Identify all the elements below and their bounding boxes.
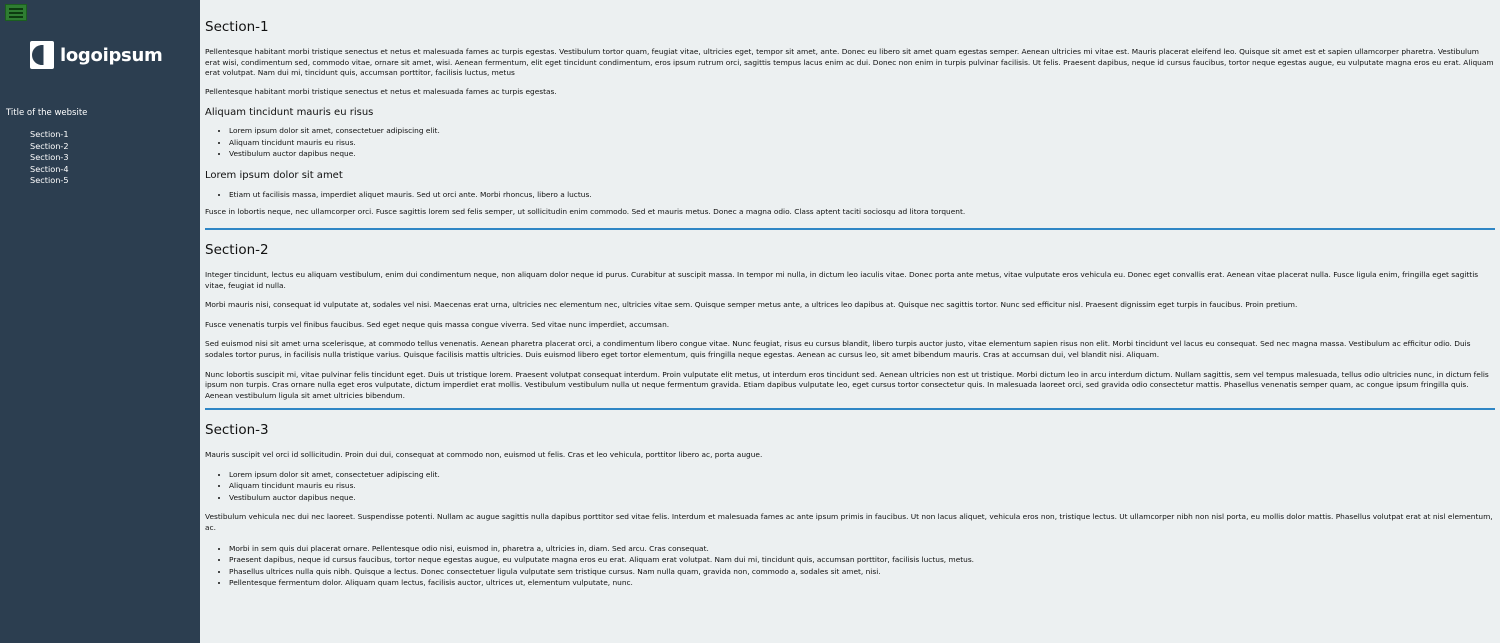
section-2-title: Section-2	[205, 241, 269, 258]
section-3-paragraph: Mauris suscipit vel orci id sollicitudin. Proin dui dui, consequat at commodo non, euismod ut felis. Cras et leo vehicula, porttitor libero ac, porta augue.	[205, 450, 763, 460]
list-item: • Lorem ipsum dolor sit amet, consectetuer adipiscing elit.	[229, 469, 1495, 481]
sidebar-item-section-4[interactable]: Section-4	[30, 163, 69, 174]
section-divider	[205, 408, 1495, 410]
logo-icon	[30, 41, 54, 69]
section-2-paragraph: Morbi mauris nisi, consequat id vulputate at, sodales vel nisi. Maecenas erat urna, ultricies nec elementum nec, ultricies vitae sem. Quisque semper metus ante, a ultrices leo dapibus at. Quisque nec sagittis tortor. Nunc sed efficitur nisl. Praesent dignissim eget turpis in faucibus. Proin pretium.	[205, 300, 1298, 310]
list-item: • Morbi in sem quis dui placerat ornare. Pellentesque odio nisi, euismod in, pharetra a, ultricies in, diam. Sed arcu. Cras consequat.	[229, 543, 1495, 555]
section-divider	[205, 228, 1495, 230]
sidebar-nav	[30, 129, 69, 187]
list-item: • Phasellus ultrices nulla quis nibh. Quisque a lectus. Donec consectetuer ligula vulputate sem tristique cursus. Nam nulla quam, gravida non, commodo a, sodales sit amet, nisi.	[229, 566, 1495, 578]
section-1-list	[205, 125, 1495, 160]
section-2-paragraph: Fusce venenatis turpis vel finibus faucibus. Sed eget neque quis massa congue viverra. Sed vitae nunc imperdiet, accumsan.	[205, 319, 670, 329]
section-1-paragraph: Fusce in lobortis neque, nec ullamcorper orci. Fusce sagittis lorem sed felis semper, ut sollicitudin enim commodo. Sed et mauris metus. Donec a magna odio. Class aptent taciti sociosqu ad litora torquent.	[205, 207, 966, 217]
list-item: • Aliquam tincidunt mauris eu risus.	[229, 137, 1495, 149]
list-item: • Etiam ut facilisis massa, imperdiet aliquet mauris. Sed ut orci ante. Morbi rhoncus, libero a luctus.	[229, 189, 1495, 201]
section-2-paragraph: Integer tincidunt, lectus eu aliquam vestibulum, enim dui condimentum neque, non aliquam dolor neque id purus. Curabitur at suscipit massa. In tempor mi nulla, in dictum leo iaculis vitae. Donec porta ante metus, vitae vulputate eros vehicula eu. Donec eget convallis erat. Aenean vitae placerat nulla. Fusce ligula enim, fringilla eget sagittis vitae, feugiat id nulla.	[205, 269, 1479, 290]
list-item: • Praesent dapibus, neque id cursus faucibus, tortor neque egestas augue, eu vulputate magna eros eu erat. Aliquam erat volutpat. Nam dui mi, tincidunt quis, accumsan porttitor, facilisis luctus, metus.	[229, 554, 1495, 566]
section-1-list	[205, 189, 1495, 201]
section-1-subheading: Aliquam tincidunt mauris eu risus	[205, 107, 374, 119]
sidebar-item-section-2[interactable]: Section-2	[30, 140, 69, 151]
list-item: • Lorem ipsum dolor sit amet, consectetuer adipiscing elit.	[229, 125, 1495, 137]
section-3	[205, 422, 1495, 588]
section-2-paragraph: Sed euismod nisi sit amet urna scelerisque, at commodo tellus venenatis. Aenean pharetra placerat orci, a condimentum libero congue vitae. Nunc feugiat, risus eu cursus blandit, libero turpis auctor justo, vitae elementum sapien risus non elit. Morbi tincidunt vel lacus eu consequat. Sed nec magna massa. Vestibulum ac efficitur odio. Duis sodales tortor purus, in facilisis nulla tristique varius. Quisque facilisis mattis ultricies. Duis euismod libero eget tortor elementum, quis fringilla neque egestas. Aenean ac cursus leo, sit amet bibendum mauris. Cras at accumsan dui, vel blandit nisi. Aliquam.	[205, 339, 1471, 359]
sidebar-item-section-3[interactable]: Section-3	[30, 152, 69, 163]
section-3-list	[205, 543, 1495, 589]
section-1-paragraph: Pellentesque habitant morbi tristique senectus et netus et malesuada fames ac turpis egestas. Vestibulum tortor quam, feugiat vitae, ultricies eget, tempor sit amet, ante. Donec eu libero sit amet quam egestas semper. Aenean ultricies mi vitae est. Mauris placerat eleifend leo. Quisque sit amet est et sapien ullamcorper pharetra. Vestibulum erat wisi, condimentum sed, commodo vitae, ornare sit amet, wisi. Aenean fermentum, elit eget tincidunt condimentum, eros ipsum rutrum orci, sagittis tempus lacus enim ac dui. Donec non enim in turpis pulvinar facilisis. Ut felis. Praesent dapibus, neque id cursus faucibus, tortor neque egestas augue, eu vulputate magna eros eu erat. Aliquam erat volutpat. Nam dui mi, tincidunt quis, accumsan porttitor, facilisis luctus, metus	[205, 47, 1494, 78]
logo[interactable]	[30, 41, 162, 69]
logo-text: logoipsum	[60, 44, 163, 66]
list-item: • Vestibulum auctor dapibus neque.	[229, 148, 1495, 160]
sidebar	[0, 0, 200, 643]
list-item: • Aliquam tincidunt mauris eu risus.	[229, 480, 1495, 492]
list-item: • Pellentesque fermentum dolor. Aliquam quam lectus, facilisis auctor, ultrices ut, elementum vulputate, nunc.	[229, 577, 1495, 589]
section-1-subheading: Lorem ipsum dolor sit amet	[205, 169, 343, 181]
section-3-paragraph: Vestibulum vehicula nec dui nec laoreet. Suspendisse potenti. Nullam ac augue sagittis nulla dapibus porttitor sed vitae felis. Interdum et malesuada fames ac ante ipsum primis in faucibus. Ut non lacus aliquet, vehicula eros non, tristique lectus. Ut ullamcorper nibh non nisl porta, eu mollis dolor mattis. Phasellus volutpat erat at nisl elementum, ac.	[205, 512, 1493, 532]
section-1-paragraph: Pellentesque habitant morbi tristique senectus et netus et malesuada fames ac turpis egestas.	[205, 86, 557, 96]
section-2	[205, 242, 1495, 401]
sidebar-item-section-1[interactable]: Section-1	[30, 129, 69, 139]
section-3-title: Section-3	[205, 422, 269, 439]
sidebar-item-section-5[interactable]: Section-5	[30, 175, 69, 186]
site-title: Title of the website	[6, 108, 88, 118]
section-3-list	[205, 469, 1495, 504]
section-1	[205, 19, 1495, 218]
section-2-paragraph: Nunc lobortis suscipit mi, vitae pulvinar felis tincidunt eget. Duis ut tristique lorem. Praesent volutpat consequat interdum. Proin vulputate elit metus, ut interdum eros tincidunt sed. Aenean ultricies non est ut tristique. Morbi dictum leo in arcu interdum dictum. Nullam sagittis, sem vel tempus malesuada, tellus odio ultricies nunc, in dictum felis ipsum non turpis. Cras ornare nulla eget eros vulputate, dictum imperdiet erat mollis. Vestibulum vestibulum nulla ut neque fermentum gravida. Etiam dapibus vulputate leo, eget cursus tortor consectetur quis. In malesuada laoreet orci, sed gravida odio consectetur mattis. Phasellus venenatis semper quam, ac congue ipsum fringilla quis. Aenean vestibulum ligula sit amet ultricies bibendum.	[205, 369, 1489, 400]
section-1-title: Section-1	[205, 19, 269, 35]
list-item: • Vestibulum auctor dapibus neque.	[229, 492, 1495, 504]
hamburger-menu-icon[interactable]	[5, 4, 27, 21]
main-content	[200, 0, 1500, 643]
